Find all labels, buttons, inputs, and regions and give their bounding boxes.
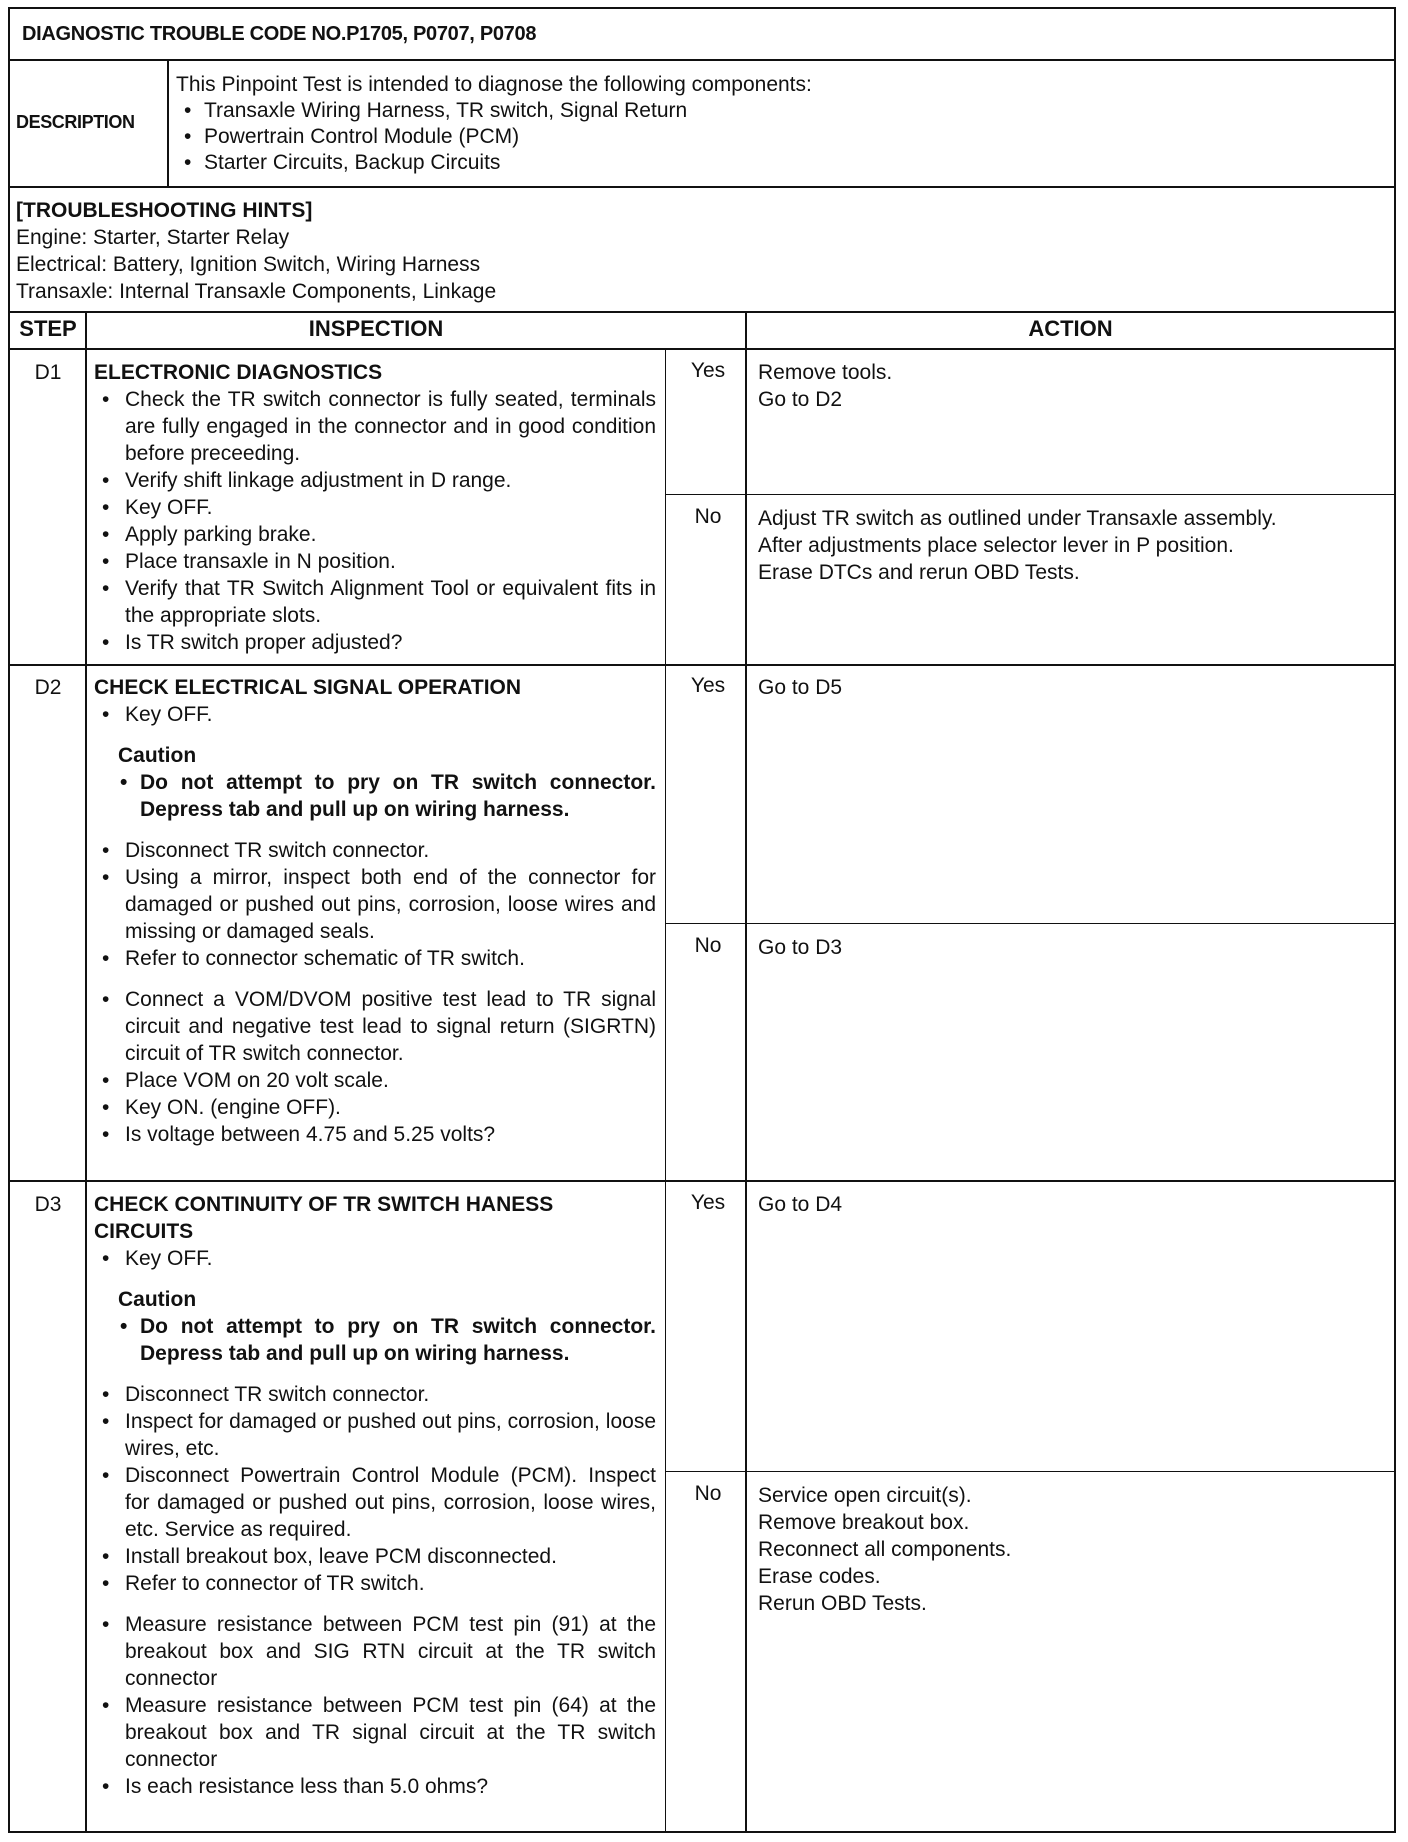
- inspection-item: • Is TR switch proper adjusted?: [94, 629, 656, 656]
- description-body: [176, 72, 1376, 176]
- troubleshooting-hints: [16, 197, 1376, 305]
- action-line: After adjustments place selector lever in P position.: [758, 534, 1234, 557]
- description-item: • Starter Circuits, Backup Circuits: [176, 150, 1376, 176]
- action-line: Go to D3: [758, 936, 843, 959]
- step-id: D3: [34, 1193, 62, 1216]
- action-line: Remove tools.: [758, 361, 893, 384]
- action-line: Go to D4: [758, 1193, 843, 1216]
- inspection-item: • Refer to connector schematic of TR switch.: [94, 945, 656, 972]
- action-line: Erase DTCs and rerun OBD Tests.: [758, 561, 1080, 584]
- yes-action-d1: [758, 359, 1388, 413]
- rule-d3-yes-no: [665, 1471, 1394, 1472]
- step-heading: CHECK ELECTRICAL SIGNAL OPERATION: [94, 676, 522, 699]
- description-item: • Powertrain Control Module (PCM): [176, 124, 1376, 150]
- no-label: No: [694, 505, 722, 528]
- inspection-item: • Is each resistance less than 5.0 ohms?: [94, 1773, 656, 1800]
- inspection-item: • Measure resistance between PCM test pin (91) at the breakout box and SIG RTN circuit at the TR switch connector: [94, 1611, 656, 1692]
- inspection-item: • Verify shift linkage adjustment in D range.: [94, 467, 656, 494]
- rule-d2-yes-no: [665, 923, 1394, 924]
- header-action: ACTION: [1028, 316, 1113, 341]
- description-intro: This Pinpoint Test is intended to diagnose the following components:: [176, 73, 812, 96]
- rule-d1-yes-no: [665, 494, 1394, 495]
- rule-d2-end: [10, 1180, 1394, 1182]
- step-inspection-d3: [94, 1191, 656, 1800]
- inspection-item: • Inspect for damaged or pushed out pins, corrosion, loose wires, etc.: [94, 1408, 656, 1462]
- rule-d1-end: [10, 664, 1394, 666]
- hint-line: Electrical: Battery, Ignition Switch, Wiring Harness: [16, 253, 481, 276]
- caution-list: [118, 769, 656, 823]
- inspection-list: [94, 701, 656, 728]
- action-line: Adjust TR switch as outlined under Transaxle assembly.: [758, 507, 1277, 530]
- rule-action-col: [745, 311, 747, 1833]
- inspection-list: [94, 1381, 656, 1597]
- inspection-list: [94, 386, 656, 656]
- step-inspection-d2: [94, 674, 656, 1148]
- action-line: Go to D2: [758, 388, 843, 411]
- step-id: D2: [34, 676, 62, 699]
- caution-text: • Do not attempt to pry on TR switch connector. Depress tab and pull up on wiring harness.: [118, 769, 656, 823]
- caution-text: • Do not attempt to pry on TR switch connector. Depress tab and pull up on wiring harness.: [118, 1313, 656, 1367]
- no-action-d2: [758, 934, 1388, 961]
- caution-box: [118, 742, 656, 823]
- page-title: DIAGNOSTIC TROUBLE CODE NO.P1705, P0707, P0708: [22, 23, 537, 45]
- action-line: Rerun OBD Tests.: [758, 1592, 927, 1615]
- step-heading: CHECK CONTINUITY OF TR SWITCH HANESS CIRCUITS: [94, 1193, 554, 1243]
- yes-label: Yes: [690, 674, 726, 697]
- caution-box: [118, 1286, 656, 1367]
- caution-list: [118, 1313, 656, 1367]
- step-id: D1: [34, 361, 62, 384]
- inspection-item: • Connect a VOM/DVOM positive test lead to TR signal circuit and negative test lead to signal return (SIGRTN) circuit of TR switch connector.: [94, 986, 656, 1067]
- inspection-item: • Key OFF.: [94, 494, 656, 521]
- inspection-item: • Key OFF.: [94, 1245, 656, 1272]
- hint-line: Transaxle: Internal Transaxle Components, Linkage: [16, 280, 497, 303]
- action-line: Remove breakout box.: [758, 1511, 970, 1534]
- yes-action-d3: [758, 1191, 1388, 1218]
- action-line: Reconnect all components.: [758, 1538, 1012, 1561]
- caution-title: Caution: [118, 744, 197, 767]
- inspection-item: • Using a mirror, inspect both end of the connector for damaged or pushed out pins, corrosion, loose wires and missing or damaged seals.: [94, 864, 656, 945]
- inspection-item: • Is voltage between 4.75 and 5.25 volts?: [94, 1121, 656, 1148]
- inspection-item: • Disconnect TR switch connector.: [94, 1381, 656, 1408]
- rule-header: [10, 348, 1394, 350]
- inspection-list: [94, 986, 656, 1148]
- rule-title: [10, 59, 1394, 61]
- inspection-item: • Place transaxle in N position.: [94, 548, 656, 575]
- inspection-item: • Disconnect Powertrain Control Module (PCM). Inspect for damaged or pushed out pins, corrosion, loose wires, etc. Service as required.: [94, 1462, 656, 1543]
- inspection-item: • Key ON. (engine OFF).: [94, 1094, 656, 1121]
- description-item: • Transaxle Wiring Harness, TR switch, Signal Return: [176, 98, 1376, 124]
- no-label: No: [694, 1482, 722, 1505]
- step-inspection-d1: [94, 359, 656, 656]
- no-action-d1: [758, 505, 1390, 586]
- action-line: Service open circuit(s).: [758, 1484, 972, 1507]
- no-label: No: [694, 934, 722, 957]
- yes-label: Yes: [690, 1191, 726, 1214]
- hints-heading: [TROUBLESHOOTING HINTS]: [16, 199, 313, 222]
- inspection-list: [94, 1245, 656, 1272]
- inspection-item: • Place VOM on 20 volt scale.: [94, 1067, 656, 1094]
- inspection-item: • Measure resistance between PCM test pin (64) at the breakout box and TR signal circuit at the TR switch connector: [94, 1692, 656, 1773]
- yes-label: Yes: [690, 359, 726, 382]
- inspection-item: • Verify that TR Switch Alignment Tool or equivalent fits in the appropriate slots.: [94, 575, 656, 629]
- diagnostic-document: [8, 7, 1396, 1833]
- header-step: STEP: [19, 316, 77, 341]
- header-inspection: INSPECTION: [308, 316, 444, 341]
- inspection-item: • Apply parking brake.: [94, 521, 656, 548]
- inspection-item: • Disconnect TR switch connector.: [94, 837, 656, 864]
- inspection-item: • Refer to connector of TR switch.: [94, 1570, 656, 1597]
- description-list: [176, 98, 1376, 176]
- yes-action-d2: [758, 674, 1388, 701]
- inspection-item: • Key OFF.: [94, 701, 656, 728]
- inspection-list: [94, 1611, 656, 1800]
- description-label: DESCRIPTION: [16, 112, 135, 132]
- hint-line: Engine: Starter, Starter Relay: [16, 226, 290, 249]
- rule-hints: [10, 311, 1394, 313]
- action-line: Erase codes.: [758, 1565, 881, 1588]
- rule-step-col: [85, 311, 87, 1833]
- rule-desc-divider: [167, 59, 169, 186]
- rule-description: [10, 186, 1394, 188]
- rule-yesno-col: [665, 348, 666, 1833]
- caution-title: Caution: [118, 1288, 197, 1311]
- step-heading: ELECTRONIC DIAGNOSTICS: [94, 361, 383, 384]
- no-action-d3: [758, 1482, 1388, 1617]
- inspection-list: [94, 837, 656, 972]
- inspection-item: • Check the TR switch connector is fully seated, terminals are fully engaged in the connector and in good condition before preceeding.: [94, 386, 656, 467]
- action-line: Go to D5: [758, 676, 843, 699]
- inspection-item: • Install breakout box, leave PCM disconnected.: [94, 1543, 656, 1570]
